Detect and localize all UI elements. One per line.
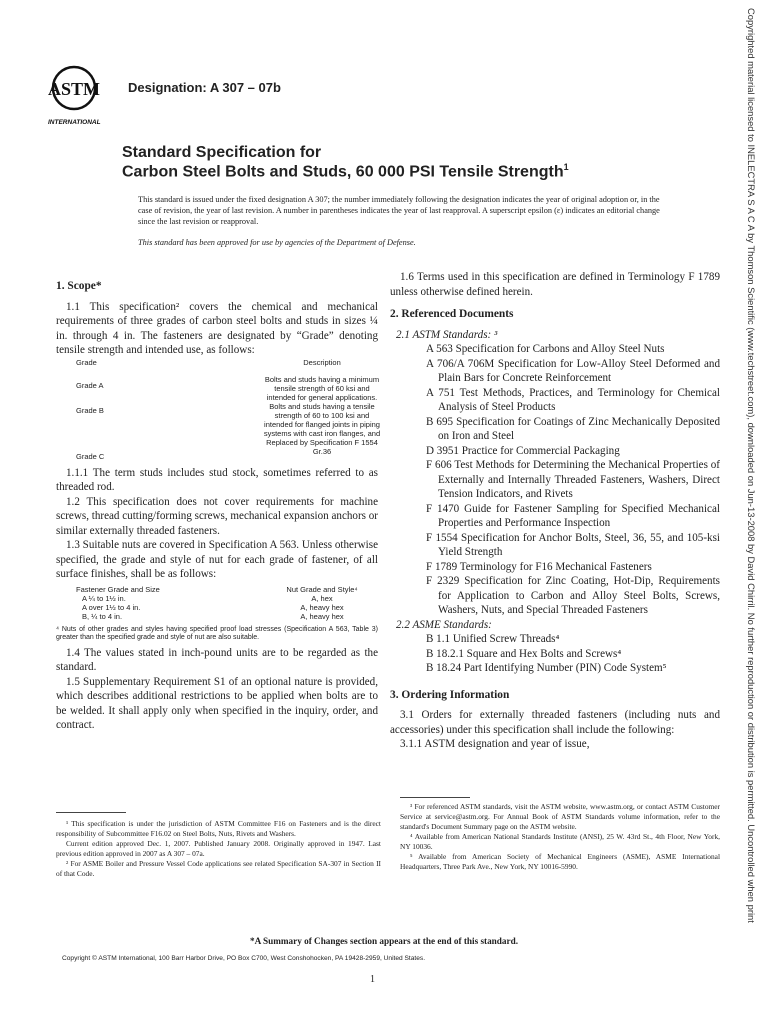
page-number: 1 <box>370 974 375 985</box>
footnote-4: ⁴ Available from American National Standards Institute (ANSI), 25 W. 43rd St., 4th Floor, New York, NY 10036. <box>400 832 720 851</box>
para-1-1-1: 1.1.1 The term studs includes stud stock, sometimes referred to as threaded rod. <box>56 466 378 493</box>
astm-standards-heading: 2.1 ASTM Standards: ³ <box>396 328 498 341</box>
grade-table <box>76 358 382 461</box>
footnote-5: ⁵ Available from American Society of Mechanical Engineers (ASME), ASME International Headquarters, Three Park Ave., New York, NY 10016-5990. <box>400 852 720 871</box>
footnote-edition: Current edition approved Dec. 1, 2007. Published January 2008. Originally approved in 1947. Last previous edition approved in 2007 as A 307 – 07a. <box>56 839 381 858</box>
logo-subtext: INTERNATIONAL <box>48 119 101 126</box>
para-3-1-1: 3.1.1 ASTM designation and year of issue, <box>400 738 590 750</box>
reference-item: D 3951 Practice for Commercial Packaging <box>426 444 620 457</box>
asme-standards-heading: 2.2 ASME Standards: <box>396 618 492 631</box>
para-1-3: 1.3 Suitable nuts are covered in Specification A 563. Unless otherwise specified, the grade and style of nut for each grade of fastener, of all surface finishes, shall be as follows: <box>56 539 378 580</box>
footnotes-left <box>56 812 381 879</box>
fastener-cell: A ¼ to 1½ in. <box>82 593 126 603</box>
copyright-line: Copyright © ASTM International, 100 Barr Harbor Drive, PO Box C700, West Conshohocken, PA 19428-2959, United States. <box>62 955 426 962</box>
para-1-1: 1.1 This specification² covers the chemical and mechanical requirements of three grades of carbon steel bolts and studs in sizes ¼ in. through 4 in. The fasteners are designated by “Grade” denoting tensile strength and intended use, as follows: <box>56 300 378 356</box>
footnotes-right <box>400 797 720 872</box>
footnote-rule <box>400 797 470 798</box>
para-3-1: 3.1 Orders for externally threaded fasteners (including nuts and accessories) under this specification shall include the following: <box>390 709 720 736</box>
reference-item: A 751 Test Methods, Practices, and Terminology for Chemical Analysis of Steel Products <box>426 386 720 413</box>
fastener-cell: B, ¼ to 4 in. <box>82 611 123 621</box>
footnote-rule <box>56 812 126 813</box>
logo-text: ASTM <box>47 79 101 99</box>
reference-item: A 706/A 706M Specification for Low-Alloy Steel Deformed and Plain Bars for Concrete Reinforcement <box>426 357 720 384</box>
reference-item: B 18.2.1 Square and Hex Bolts and Screws⁴ <box>426 647 622 660</box>
title-line-1: Standard Specification for <box>122 144 322 161</box>
references-list <box>390 328 720 676</box>
nut-table <box>76 585 382 621</box>
nut-cell: A, heavy hex <box>300 611 344 621</box>
para-1-2: 1.2 This specification does not cover requirements for machine screws, thread cutting/forming screws, mechanical expansion anchors or similar externally threaded fasteners. <box>56 495 378 537</box>
reference-item: F 1554 Specification for Anchor Bolts, Steel, 36, 55, and 105-ksi Yield Strength <box>426 531 720 558</box>
reference-item: F 1789 Terminology for F16 Mechanical Fasteners <box>426 560 652 573</box>
grade-cell: Grade B <box>76 405 104 415</box>
nut-cell: A, hex <box>311 593 333 603</box>
para-1-4: 1.4 The values stated in inch-pound units are to be regarded as the standard. <box>56 646 378 673</box>
reference-item: F 1470 Guide for Fastener Sampling for Specified Mechanical Properties and Performance Inspection <box>426 502 720 529</box>
para-1-6: 1.6 Terms used in this specification are defined in Terminology F 1789 unless otherwise defined herein. <box>390 271 720 298</box>
ordering-heading: 3. Ordering Information <box>390 688 510 701</box>
license-sidebar <box>743 8 763 1018</box>
referenced-documents-heading: 2. Referenced Documents <box>390 308 514 320</box>
scope-heading: 1. Scope* <box>56 280 102 292</box>
title-text: Carbon Steel Bolts and Studs, 60 000 PSI Tensile Strength <box>122 163 564 181</box>
reference-item: A 563 Specification for Carbons and Alloy Steel Nuts <box>426 343 665 355</box>
footnote-3: ³ For referenced ASTM standards, visit the ASTM website, www.astm.org, or contact ASTM Customer Service at service@astm.org. For Annual Book of ASTM Standards volume information, refer to the standard's Document Summary page on the ASTM website. <box>400 802 720 831</box>
grade-table-header <box>76 358 382 367</box>
description-cell: Bolts and studs having a tensile strength of 60 to 100 ksi and intended for flanged joints in piping systems with cast iron flanges, and <box>263 401 381 438</box>
left-column <box>56 279 381 733</box>
footnote-2: ² For ASME Boiler and Pressure Vessel Code applications see related Specification SA-307 in Section II of that Code. <box>56 859 381 878</box>
grade-cell: Grade C <box>76 451 105 461</box>
grade-col-header: Grade <box>76 357 97 367</box>
nut-note: ⁴ Nuts of other grades and styles having specified proof load stresses (Specification A 563, Table 3) greater than the specified grade and style of nut are also suitable. <box>56 625 378 641</box>
fastener-cell: A over 1½ to 4 in. <box>82 602 141 612</box>
designation: Designation: A 307 – 07b <box>128 80 281 95</box>
table-row <box>76 438 382 461</box>
footnote-1: ¹ This specification is under the jurisdiction of ASTM Committee F16 on Fasteners and is the direct responsibility of Subcommittee F16.02 on Steel Bolts, Nuts, Rivets and Washers. <box>56 819 381 838</box>
title-footnote-marker: 1 <box>563 162 569 172</box>
reference-item: F 606 Test Methods for Determining the Mechanical Properties of Externally and Internally Threaded Fasteners, Washers, Direct Tension Indicators, and Rivets <box>426 459 720 500</box>
description-col-header: Description <box>303 357 341 367</box>
fastener-col-header: Fastener Grade and Size <box>76 584 160 594</box>
license-text: Copyrighted material licensed to INELECTRA S A C A by Thomson Scientific (www.techstreet.com), downloaded on Jun-13-2008 by David Chirril. No further reproduction or distribution is permitted. Uncontrolled when print <box>746 8 757 923</box>
description-cell: Bolts and studs having a minimum tensile strength of 60 ksi and intended for general applications. <box>264 374 380 402</box>
nut-col-header: Nut Grade and Style⁴ <box>286 584 358 594</box>
reference-item: B 1.1 Unified Screw Threads⁴ <box>426 633 560 645</box>
grade-cell: Grade A <box>76 380 104 390</box>
reference-item: B 695 Specification for Coatings of Zinc Mechanically Deposited on Iron and Steel <box>426 415 720 442</box>
table-row <box>76 402 382 438</box>
description-cell: Replaced by Specification F 1554 Gr.36 <box>266 437 378 456</box>
table-row <box>76 612 382 621</box>
title-line-2 <box>122 162 569 181</box>
dod-note: This standard has been approved for use by agencies of the Department of Defense. <box>138 238 416 247</box>
table-row <box>76 594 382 603</box>
reference-item: F 2329 Specification for Zinc Coating, Hot-Dip, Requirements for Application to Carbon and Alloy Steel Bolts, Screws, Washers, Nuts, and Special Threaded Fasteners <box>426 575 720 616</box>
para-1-5: 1.5 Supplementary Requirement S1 of an optional nature is provided, which describes additional restrictions to be applied when bolts are to be welded. It shall apply only when specified in the inquiry, order, and contract. <box>56 675 378 731</box>
issue-note: This standard is issued under the fixed designation A 307; the number immediately following the designation indicates the year of original adoption or, in the case of revision, the year of last revision. A number in parentheses indicates the year of last reapproval. A superscript epsilon (ε) indicates an editorial change since the last revision or reapproval. <box>138 195 660 226</box>
reference-item: B 18.24 Part Identifying Number (PIN) Code System⁵ <box>426 662 667 674</box>
nut-table-header <box>76 585 382 594</box>
summary-note: *A Summary of Changes section appears at the end of this standard. <box>250 936 518 946</box>
table-row <box>76 367 382 402</box>
right-column <box>390 270 720 752</box>
astm-logo <box>46 64 120 130</box>
table-row <box>76 603 382 612</box>
nut-cell: A, heavy hex <box>300 602 344 612</box>
